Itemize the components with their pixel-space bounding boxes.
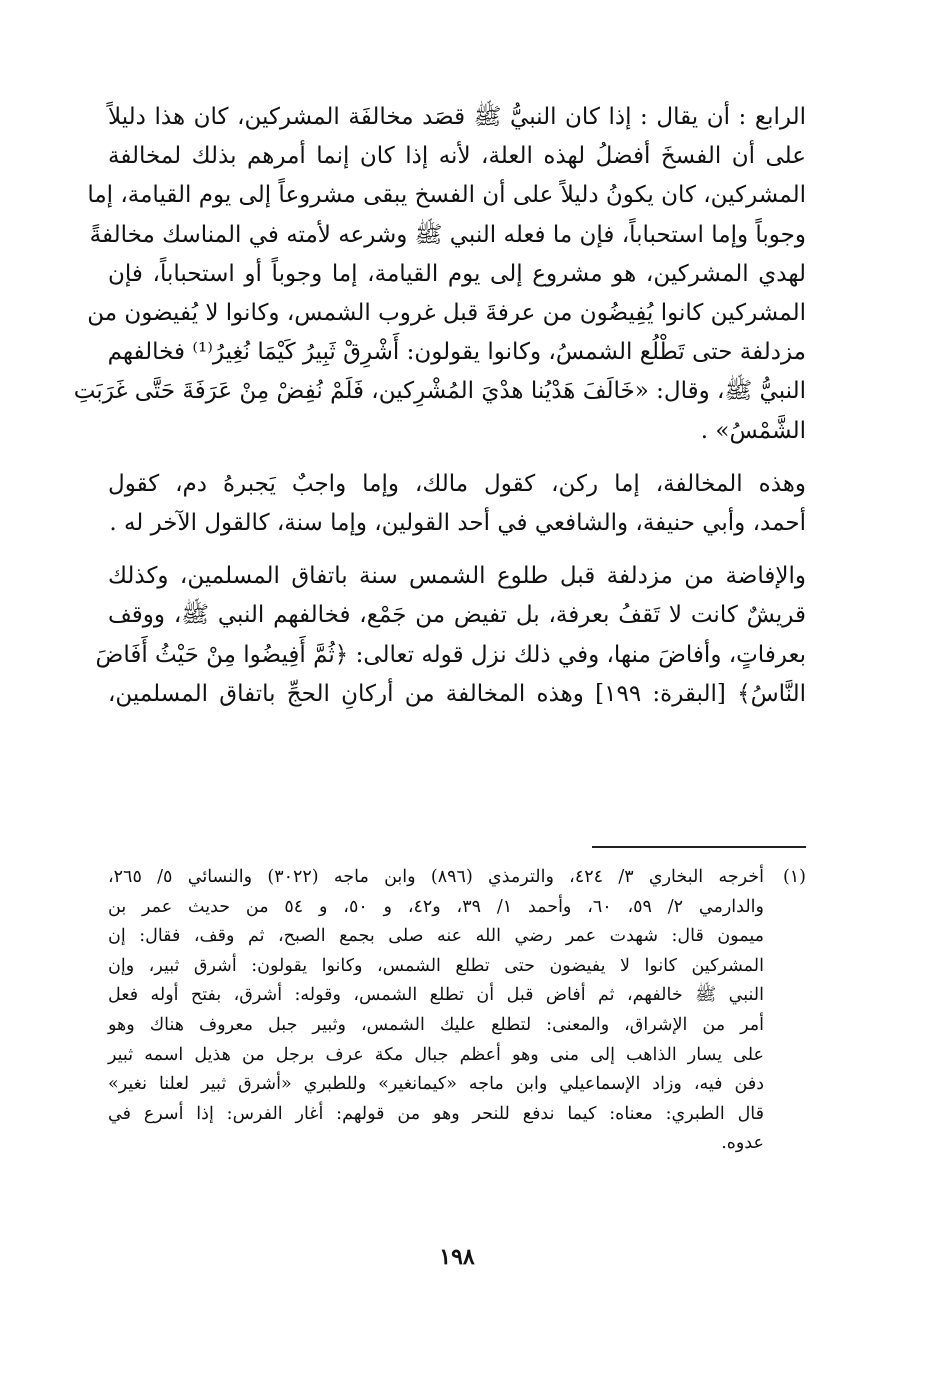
- footnote-line: دفن فيه، وزاد الإسماعيلي وابن ماجه «كيمانغير» وللطبري «أشرق ثبير لعلنا نغير»: [108, 1074, 764, 1095]
- text-line: النَّاسُ﴾ [البقرة: ١٩٩] وهذه المخالفة من أركانِ الحجِّ باتفاق المسلمين،: [108, 680, 806, 707]
- text-line: وجوباً وإما استحباباً، فإن ما فعله النبي ﷺ وشرعه لأمته في المناسك مخالفةً: [89, 221, 806, 248]
- footnote-line: ميمون قال: شهدت عمر رضي الله عنه صلى بجمع الصبح، ثم وقف، فقال: إن: [108, 926, 764, 947]
- paragraph-1: [73, 98, 806, 451]
- text-line: على أن الفسخَ أفضلُ لهذه العلة، لأنه إذا كان إنما أمرهم بذلك لمخالفة: [108, 143, 806, 170]
- text-line: والإفاضة من مزدلفة قبل طلوع الشمس سنة باتفاق المسلمين، وكذلك: [108, 563, 806, 590]
- text-line: المشركين، كان يكونُ دليلاً على أن الفسخ يبقى مشروعاً إلى يوم القيامة، إما: [87, 182, 806, 209]
- text-line: النبيُّ ﷺ، وقال: «خَالَفَ هَدْيُنا هدْيَ المُشْرِكين، فَلَمْ نُفِضْ مِنْ عَرَفَةَ حَتَّى غَرَبَتِ: [73, 378, 806, 405]
- page-number: ١٩٨: [439, 1244, 475, 1270]
- text-line: بعرفاتٍ، وأفاضَ منها، وفي ذلك نزل قوله تعالى: ﴿ثُمَّ أَفِيضُوا مِنْ حَيْثُ أَفَاضَ: [95, 641, 806, 668]
- text-line: قريشٌ كانت لا تَقفُ بعرفة، بل تفيض من جَمْع، فخالفهم النبي ﷺ، ووقف: [108, 602, 806, 629]
- footnote-line: قال الطبري: معناه: كيما ندفع للنحر وهو من قولهم: أغار الفرس: إذا أسرع في: [108, 1103, 764, 1124]
- footnote-line: المشركين كانوا لا يفيضون حتى تطلع الشمس، وكانوا يقولون: أشرق ثبير، وإن: [108, 955, 764, 976]
- footnote-line: أمر من الإشراق، والمعنى: لتطلع عليك الشمس، وثبير جبل معروف هناك وهو: [108, 1014, 764, 1035]
- text-line: الشَّمْسُ» .: [700, 417, 806, 444]
- book-page: [73, 98, 806, 1288]
- text-line: مزدلفة حتى تَطْلُع الشمسُ، وكانوا يقولون: أَشْرِقْ ثَبِيرُ كَيْمَا نُغِيرُ⁽¹⁾ فخالفهم: [107, 339, 806, 366]
- footnote-line: والدارمي ٢/ ٥٩، ٦٠، وأحمد ١/ ٣٩، و٤٢، و ٥٠، و ٥٤ من حديث عمر بن: [108, 896, 764, 917]
- paragraph-3: [95, 557, 806, 714]
- footnote-line: عدوه.: [721, 1133, 764, 1154]
- footnote-line: النبي ﷺ خالفهم، ثم أفاض قبل أن تطلع الشمس، وقوله: أشرق، بفتح أوله فعل: [108, 985, 764, 1006]
- footnote-number: (١): [782, 867, 806, 887]
- footnote-line: على يسار الذاهب إلى منى وهو أعظم جبال مكة عرف برجل من هذيل اسمه ثبير: [108, 1044, 764, 1065]
- text-line: لهدي المشركين، هو مشروع إلى يوم القيامة، إما وجوباً أو استحباباً، فإن: [108, 260, 806, 287]
- footnote-body: [108, 863, 764, 1159]
- text-line: أحمد، وأبي حنيفة، والشافعي في أحد القولين، وإما سنة، كالقول الآخر له .: [109, 510, 806, 537]
- footnote: [108, 863, 806, 1159]
- footnote-line: أخرجه البخاري ٣/ ٤٢٤، والترمذي (٨٩٦) وابن ماجه (٣٠٢٢) والنسائي ٥/ ٢٦٥،: [108, 867, 764, 887]
- text-line: وهذه المخالفة، إما ركن، كقول مالك، وإما واجبٌ يَجبرهُ دم، كقول: [108, 470, 806, 497]
- text-line: المشركين كانوا يُفِيضُون من عرفةَ قبل غروب الشمس، وكانوا لا يُفيضون من: [87, 300, 806, 327]
- paragraph-2: [108, 465, 806, 543]
- text-line: الرابع : أن يقال : إذا كان النبيُّ ﷺ قصَد مخالفَة المشركين، كان هذا دليلاً: [108, 104, 806, 130]
- footnote-separator: [592, 846, 806, 848]
